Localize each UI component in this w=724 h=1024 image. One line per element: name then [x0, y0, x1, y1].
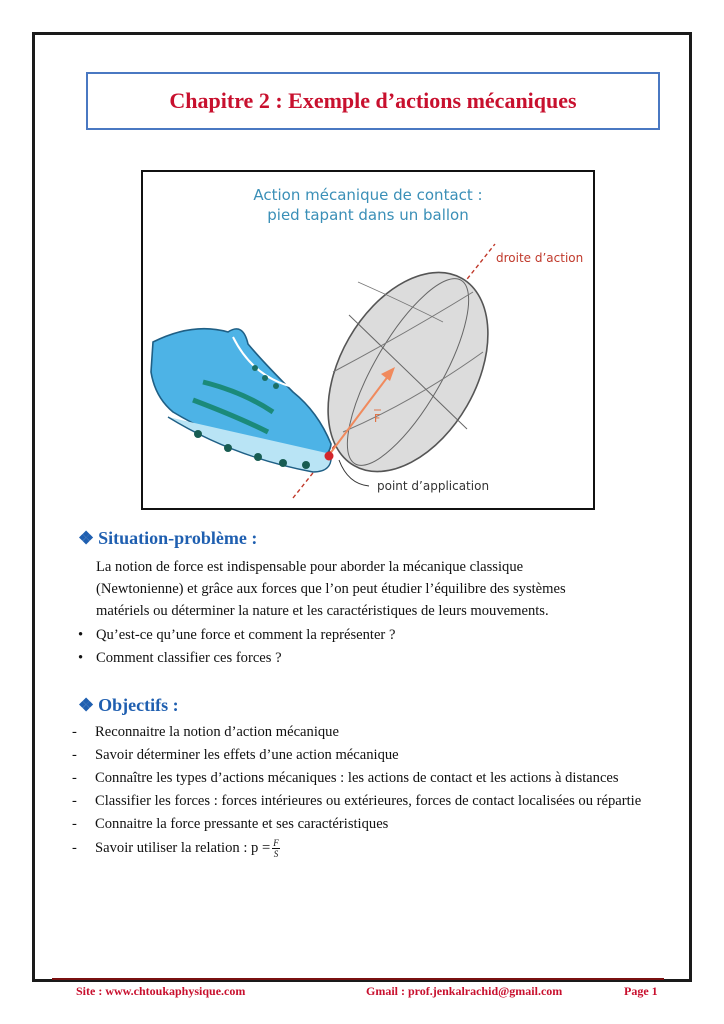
list-item: - Savoir déterminer les effets d’une action mécanique [72, 747, 399, 763]
footer-gmail: Gmail : prof.jenkalrachid@gmail.com [366, 984, 563, 998]
shoe [151, 329, 331, 472]
situation-paragraph [96, 556, 686, 622]
situation-line-1: La notion de force est indispensable pour aborder la mécanique classique [96, 559, 524, 575]
title-box [86, 72, 660, 130]
pressure-fraction: $\frac{F}{S}$ [273, 838, 279, 859]
list-item: - Classifier les forces : forces intérieures ou extérieures, forces de contact localisées ou répartie [72, 793, 642, 809]
footer-rule [52, 978, 664, 980]
question-item: • Qu’est-ce qu’une force et comment la représenter ? [78, 624, 395, 646]
footer-page-number: Page 1 [624, 984, 658, 998]
situation-line-2: (Newtonienne) et grâce aux forces que l’on peut étudier l’équilibre des systèmes [96, 581, 566, 597]
bullet-icon: • [78, 627, 84, 643]
list-item: - Connaitre la force pressante et ses caractéristiques [72, 816, 389, 832]
label-point-application: point d’application [377, 479, 490, 493]
figure-caption-line1: Action mécanique de contact : [253, 186, 483, 204]
situation-heading: ❖ Situation-problème : [78, 528, 258, 548]
label-force-F: F [374, 412, 381, 425]
list-item: - Savoir utiliser la relation : p = $\frac{F}{S}$ [72, 838, 279, 859]
list-item: - Connaître les types d’actions mécaniques : les actions de contact et les actions à distances [72, 770, 619, 786]
objectifs-heading: ❖ Objectifs : [78, 695, 179, 715]
bullet-icon: • [78, 650, 84, 666]
page-title: Chapitre 2 : Exemple d’actions mécaniques [169, 88, 577, 113]
figure-illustration [143, 172, 593, 508]
footer-site: Site : www.chtoukaphysique.com [76, 984, 246, 998]
objectifs-list [72, 722, 692, 862]
figure-kick-ball [141, 170, 595, 510]
diamond-star-icon: ❖ [78, 528, 95, 548]
application-point [325, 452, 334, 461]
list-item: - Reconnaitre la notion d’action mécanique [72, 724, 339, 740]
situation-line-3: matériels ou déterminer la nature et les caractéristiques de leurs mouvements. [96, 603, 549, 619]
figure-caption-line2: pied tapant dans un ballon [267, 206, 469, 224]
label-droite-action: droite d’action [496, 251, 584, 265]
diamond-star-icon: ❖ [78, 695, 95, 715]
question-item: • Comment classifier ces forces ? [78, 647, 282, 669]
